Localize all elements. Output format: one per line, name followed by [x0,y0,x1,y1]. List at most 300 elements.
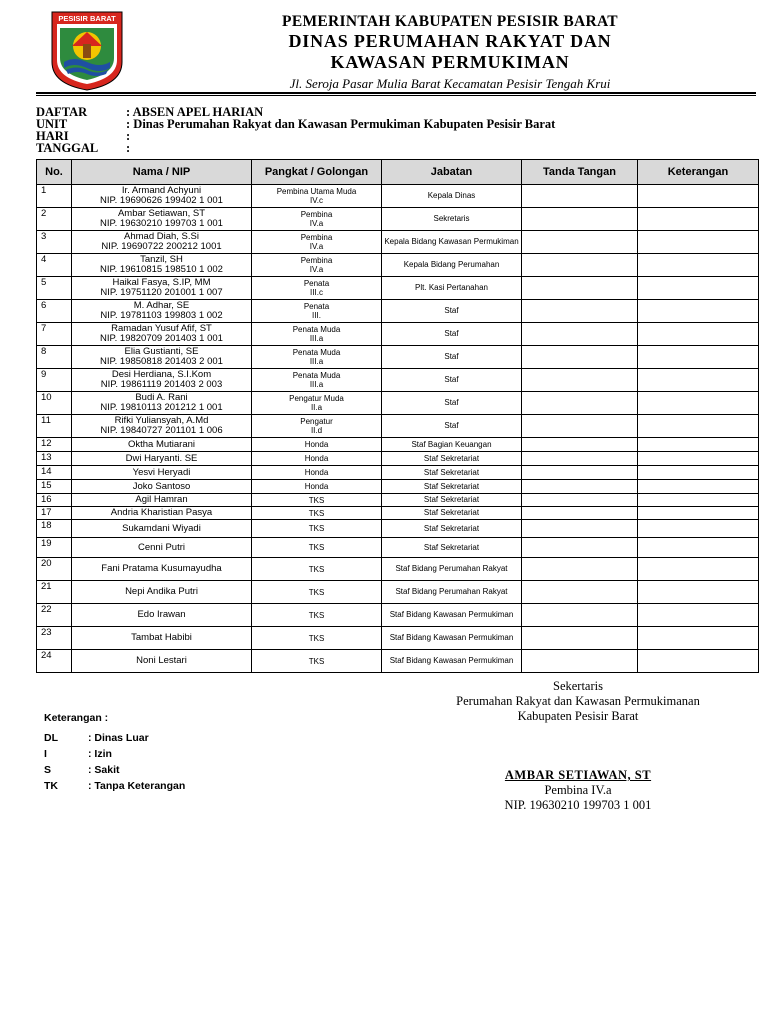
cell-jabatan [382,494,522,507]
cell-keterangan[interactable] [638,627,759,650]
cell-pangkat-golongan [252,627,382,650]
cell-tanda-tangan[interactable] [522,185,638,208]
employee-rank: Penata [303,279,330,288]
meta-row-hari [36,130,555,142]
employee-name: Elia Gustianti, SE [124,346,199,357]
cell-no [37,323,72,346]
row-number: 7 [41,323,47,334]
employee-rank: Honda [304,454,329,463]
cell-jabatan [382,392,522,415]
employee-name: Ahmad Diah, S.Si [124,231,199,242]
header-jabatan: Jabatan [382,160,522,185]
cell-jabatan [382,208,522,231]
cell-no [37,415,72,438]
cell-no [37,452,72,466]
letterhead-rule-thin [36,95,756,96]
employee-grade: IV.a [309,242,324,251]
employee-name: Joko Santoso [132,480,191,492]
header-tanda-tangan: Tanda Tangan [522,160,638,185]
cell-tanda-tangan[interactable] [522,452,638,466]
cell-nama-nip [72,277,252,300]
signer-rank: Pembina IV.a [544,783,612,797]
employee-position: Staf Bidang Kawasan Permukiman [389,633,514,642]
cell-nama-nip [72,650,252,673]
cell-keterangan[interactable] [638,650,759,673]
cell-pangkat-golongan [252,507,382,520]
employee-grade: III.a [309,380,324,389]
row-number: 5 [41,277,47,288]
employee-position: Staf [444,352,459,361]
table-row [37,466,759,480]
cell-nama-nip [72,323,252,346]
agency-name-line1: DINAS PERUMAHAN RAKYAT DAN [288,31,612,51]
employee-name: Haikal Fasya, S.IP, MM [112,277,211,288]
employee-name: Sukamdani Wiyadi [122,522,201,534]
row-number: 1 [41,185,47,196]
employee-rank: Pembina [300,256,333,265]
cell-jabatan [382,277,522,300]
cell-tanda-tangan[interactable] [522,507,638,520]
cell-tanda-tangan[interactable] [522,392,638,415]
legend-item [44,778,185,794]
employee-nip: NIP. 19850818 201403 2 001 [100,356,223,367]
employee-nip: NIP. 19751120 201001 1 007 [100,287,223,298]
employee-name: Edo Irawan [137,609,186,620]
employee-position: Staf [444,398,459,407]
cell-keterangan[interactable] [638,369,759,392]
cell-no [37,392,72,415]
employee-name: Desi Herdiana, S.I.Kom [111,369,212,380]
cell-nama-nip [72,300,252,323]
employee-position: Kepala Bidang Kawasan Permukiman [384,237,519,246]
employee-nip: NIP. 19810113 201212 1 001 [100,402,223,413]
cell-no [37,507,72,520]
legend-code: I [44,748,47,760]
meta-label: UNIT [36,117,68,131]
table-row [37,346,759,369]
attendance-table [36,159,759,673]
table-row [37,507,759,520]
cell-no [37,466,72,480]
row-number: 20 [41,558,52,569]
employee-rank: TKS [308,610,325,620]
employee-name: Nepi Andika Putri [125,586,198,597]
row-number: 12 [41,438,52,449]
cell-nama-nip [72,558,252,581]
employee-nip: NIP. 19630210 199703 1 001 [100,218,223,229]
employee-nip: NIP. 19690722 200212 1001 [101,241,222,252]
table-row [37,300,759,323]
cell-jabatan [382,520,522,538]
cell-jabatan [382,415,522,438]
meta-label: TANGGAL [36,141,99,155]
employee-position: Plt. Kasi Pertanahan [415,283,488,292]
employee-nip: NIP. 19781103 199803 1 002 [100,310,223,321]
meta-label: DAFTAR [36,105,88,119]
signature-block [420,679,736,813]
cell-jabatan [382,650,522,673]
cell-tanda-tangan[interactable] [522,208,638,231]
regency-crest-icon [50,10,124,92]
employee-nip: NIP. 19840727 201101 1 006 [100,425,223,436]
employee-rank: Honda [304,482,329,491]
cell-jabatan [382,323,522,346]
cell-no [37,581,72,604]
cell-keterangan[interactable] [638,507,759,520]
employee-position: Staf [444,306,459,315]
employee-grade: IV.c [309,196,324,205]
employee-rank: TKS [308,587,325,597]
employee-position: Sekretaris [433,214,470,223]
cell-tanda-tangan[interactable] [522,466,638,480]
table-row [37,538,759,558]
meta-value: : Dinas Perumahan Rakyat dan Kawasan Permukiman Kabupaten Pesisir Barat [126,117,556,131]
employee-position: Staf Sekretariat [423,495,480,504]
table-row [37,604,759,627]
cell-keterangan[interactable] [638,438,759,452]
cell-jabatan [382,254,522,277]
employee-name: Andria Kharistian Pasya [110,507,213,518]
cell-jabatan [382,558,522,581]
cell-keterangan[interactable] [638,466,759,480]
cell-pangkat-golongan [252,300,382,323]
cell-nama-nip [72,185,252,208]
cell-jabatan [382,507,522,520]
legend-item [44,730,185,746]
employee-name: Tanzil, SH [140,254,183,265]
employee-position: Staf [444,329,459,338]
agency-address: Jl. Seroja Pasar Mulia Barat Kecamatan Pesisir Tengah Krui [289,76,611,91]
employee-rank: Penata Muda [292,371,341,380]
cell-nama-nip [72,604,252,627]
employee-position: Staf [444,421,459,430]
cell-pangkat-golongan [252,392,382,415]
cell-tanda-tangan[interactable] [522,604,638,627]
logo-text: PESISIR BARAT [58,14,116,23]
employee-grade: III.a [309,334,324,343]
cell-no [37,346,72,369]
employee-position: Staf Sekretariat [423,453,480,463]
employee-name: Oktha Mutiarani [127,438,196,450]
employee-name: Budi A. Rani [135,392,188,403]
employee-rank: Penata Muda [292,348,341,357]
cell-jabatan [382,480,522,494]
table-row [37,185,759,208]
cell-nama-nip [72,627,252,650]
cell-no [37,300,72,323]
employee-rank: Honda [304,468,329,477]
signer-org-line2: Kabupaten Pesisir Barat [517,709,639,723]
cell-pangkat-golongan [252,254,382,277]
cell-tanda-tangan[interactable] [522,627,638,650]
cell-nama-nip [72,581,252,604]
cell-pangkat-golongan [252,185,382,208]
row-number: 8 [41,346,47,357]
cell-jabatan [382,185,522,208]
header-nama-nip: Nama / NIP [72,160,252,185]
employee-position: Staf Sekretariat [423,467,480,477]
agency-name-line2: KAWASAN PERMUKIMAN [330,52,570,72]
employee-rank: Pengatur [300,417,333,426]
legend-item [44,762,185,778]
employee-position: Kepala Dinas [427,191,476,200]
meta-row-unit [36,118,555,130]
letterhead-rule-thick [36,92,756,94]
cell-jabatan [382,231,522,254]
meta-value: : [126,141,131,155]
cell-no [37,185,72,208]
meta-label: HARI [36,129,69,143]
signer-nip: NIP. 19630210 199703 1 001 [504,798,652,812]
cell-keterangan[interactable] [638,581,759,604]
employee-rank: TKS [308,495,325,505]
employee-rank: Penata Muda [292,325,341,334]
cell-keterangan[interactable] [638,604,759,627]
cell-tanda-tangan[interactable] [522,438,638,452]
cell-keterangan[interactable] [638,231,759,254]
cell-no [37,558,72,581]
cell-tanda-tangan[interactable] [522,558,638,581]
row-number: 4 [41,254,47,265]
cell-pangkat-golongan [252,323,382,346]
cell-pangkat-golongan [252,604,382,627]
employee-rank: Pembina Utama Muda [276,187,357,196]
table-row [37,415,759,438]
cell-keterangan[interactable] [638,538,759,558]
cell-no [37,208,72,231]
row-number: 22 [41,604,52,615]
cell-pangkat-golongan [252,415,382,438]
cell-tanda-tangan[interactable] [522,277,638,300]
cell-jabatan [382,604,522,627]
cell-pangkat-golongan [252,231,382,254]
table-row [37,208,759,231]
cell-jabatan [382,466,522,480]
cell-no [37,254,72,277]
row-number: 15 [41,480,52,491]
table-row [37,558,759,581]
employee-grade: III.c [310,288,323,297]
cell-pangkat-golongan [252,466,382,480]
cell-keterangan[interactable] [638,558,759,581]
employee-name: Ir. Armand Achyuni [121,185,202,196]
employee-position: Staf Sekretariat [423,508,480,517]
cell-tanda-tangan[interactable] [522,538,638,558]
cell-tanda-tangan[interactable] [522,369,638,392]
cell-tanda-tangan[interactable] [522,494,638,507]
table-row [37,277,759,300]
cell-tanda-tangan[interactable] [522,415,638,438]
table-body [37,185,759,673]
legend-title: Keterangan : [44,712,109,724]
cell-nama-nip [72,208,252,231]
employee-rank: Penata [303,302,330,311]
row-number: 23 [41,627,52,638]
document-meta [36,106,555,154]
row-number: 21 [41,581,52,592]
legend-item [44,746,185,762]
table-row [37,627,759,650]
cell-keterangan[interactable] [638,208,759,231]
employee-position: Staf Bagian Keuangan [411,439,492,449]
employee-grade: II.d [310,426,323,435]
cell-nama-nip [72,466,252,480]
cell-pangkat-golongan [252,346,382,369]
row-number: 2 [41,208,47,219]
cell-no [37,604,72,627]
cell-keterangan[interactable] [638,323,759,346]
employee-nip: NIP. 19861119 201403 2 003 [100,379,223,390]
table-row [37,650,759,673]
employee-grade: III. [312,311,321,320]
legend-desc: : Dinas Luar [88,732,149,744]
employee-name: Rifki Yuliansyah, A.Md [114,415,209,426]
legend-code: TK [44,780,58,792]
employee-name: Cenni Putri [138,541,185,553]
table-row [37,231,759,254]
cell-no [37,627,72,650]
cell-no [37,480,72,494]
employee-rank: TKS [308,633,325,643]
cell-no [37,494,72,507]
header-keterangan: Keterangan [638,160,759,185]
legend-desc: : Tanpa Keterangan [88,780,186,792]
cell-tanda-tangan[interactable] [522,520,638,538]
cell-pangkat-golongan [252,520,382,538]
row-number: 9 [41,369,47,380]
cell-no [37,369,72,392]
cell-pangkat-golongan [252,208,382,231]
row-number: 6 [41,300,47,311]
employee-grade: II.a [310,403,323,412]
cell-tanda-tangan[interactable] [522,300,638,323]
cell-tanda-tangan[interactable] [522,254,638,277]
cell-keterangan[interactable] [638,392,759,415]
row-number: 24 [41,650,52,661]
cell-nama-nip [72,438,252,452]
employee-grade: IV.a [309,265,324,274]
cell-keterangan[interactable] [638,452,759,466]
legend-desc: : Izin [88,748,112,760]
signer-org-line1: Perumahan Rakyat dan Kawasan Permukimanan [456,694,700,708]
cell-nama-nip [72,254,252,277]
cell-tanda-tangan[interactable] [522,346,638,369]
cell-keterangan[interactable] [638,520,759,538]
cell-jabatan [382,346,522,369]
legend-code: DL [44,732,58,744]
cell-keterangan[interactable] [638,480,759,494]
table-row [37,392,759,415]
cell-tanda-tangan[interactable] [522,323,638,346]
cell-pangkat-golongan [252,581,382,604]
employee-name: Ambar Setiawan, ST [117,208,206,219]
table-row [37,323,759,346]
employee-name: Noni Lestari [136,655,187,666]
employee-position: Staf Bidang Kawasan Permukiman [389,610,514,619]
table-row [37,494,759,507]
employee-name: Ramadan Yusuf Afif, ST [111,323,212,334]
cell-tanda-tangan[interactable] [522,650,638,673]
cell-pangkat-golongan [252,277,382,300]
employee-position: Staf Sekretariat [423,523,480,533]
cell-jabatan [382,538,522,558]
cell-pangkat-golongan [252,369,382,392]
table-row [37,438,759,452]
cell-no [37,538,72,558]
cell-keterangan[interactable] [638,300,759,323]
cell-pangkat-golongan [252,452,382,466]
row-number: 19 [41,538,52,549]
government-name: PEMERINTAH KABUPATEN PESISIR BARAT [282,13,618,30]
employee-nip: NIP. 19820709 201403 1 001 [100,333,223,344]
employee-rank: Pengatur Muda [289,394,344,403]
cell-keterangan[interactable] [638,277,759,300]
cell-nama-nip [72,494,252,507]
table-row [37,369,759,392]
row-number: 3 [41,231,47,242]
row-number: 18 [41,520,52,531]
legend-desc: : Sakit [88,764,120,776]
cell-keterangan[interactable] [638,494,759,507]
employee-position: Staf Bidang Kawasan Permukiman [389,656,514,665]
cell-nama-nip [72,452,252,466]
header-pangkat-golongan: Pangkat / Golongan [252,160,382,185]
cell-keterangan[interactable] [638,415,759,438]
employee-position: Staf Sekretariat [423,481,480,491]
table-row [37,581,759,604]
keterangan-legend [44,712,185,794]
cell-pangkat-golongan [252,650,382,673]
cell-jabatan [382,627,522,650]
cell-tanda-tangan[interactable] [522,581,638,604]
employee-name: Fani Pratama Kusumayudha [101,563,222,574]
employee-rank: Pembina [300,210,333,219]
table-row [37,520,759,538]
cell-jabatan [382,438,522,452]
cell-nama-nip [72,538,252,558]
signer-role: Sekertaris [553,679,603,693]
cell-no [37,520,72,538]
cell-jabatan [382,300,522,323]
employee-name: Agil Hamran [135,494,188,505]
cell-tanda-tangan[interactable] [522,480,638,494]
cell-pangkat-golongan [252,538,382,558]
employee-name: M. Adhar, SE [133,300,190,311]
employee-position: Staf [444,375,459,384]
employee-rank: TKS [308,543,325,552]
cell-no [37,231,72,254]
table-row [37,480,759,494]
table-row [37,452,759,466]
table-row [37,254,759,277]
cell-no [37,438,72,452]
cell-keterangan[interactable] [638,254,759,277]
row-number: 10 [41,392,52,403]
cell-nama-nip [72,507,252,520]
cell-tanda-tangan[interactable] [522,231,638,254]
cell-nama-nip [72,369,252,392]
employee-rank: TKS [308,524,325,533]
meta-value: : [126,129,131,143]
cell-keterangan[interactable] [638,346,759,369]
cell-pangkat-golongan [252,558,382,581]
row-number: 14 [41,466,52,477]
cell-keterangan[interactable] [638,185,759,208]
cell-nama-nip [72,415,252,438]
table-header-row [37,160,759,185]
employee-nip: NIP. 19610815 198510 1 002 [100,264,223,275]
cell-jabatan [382,369,522,392]
